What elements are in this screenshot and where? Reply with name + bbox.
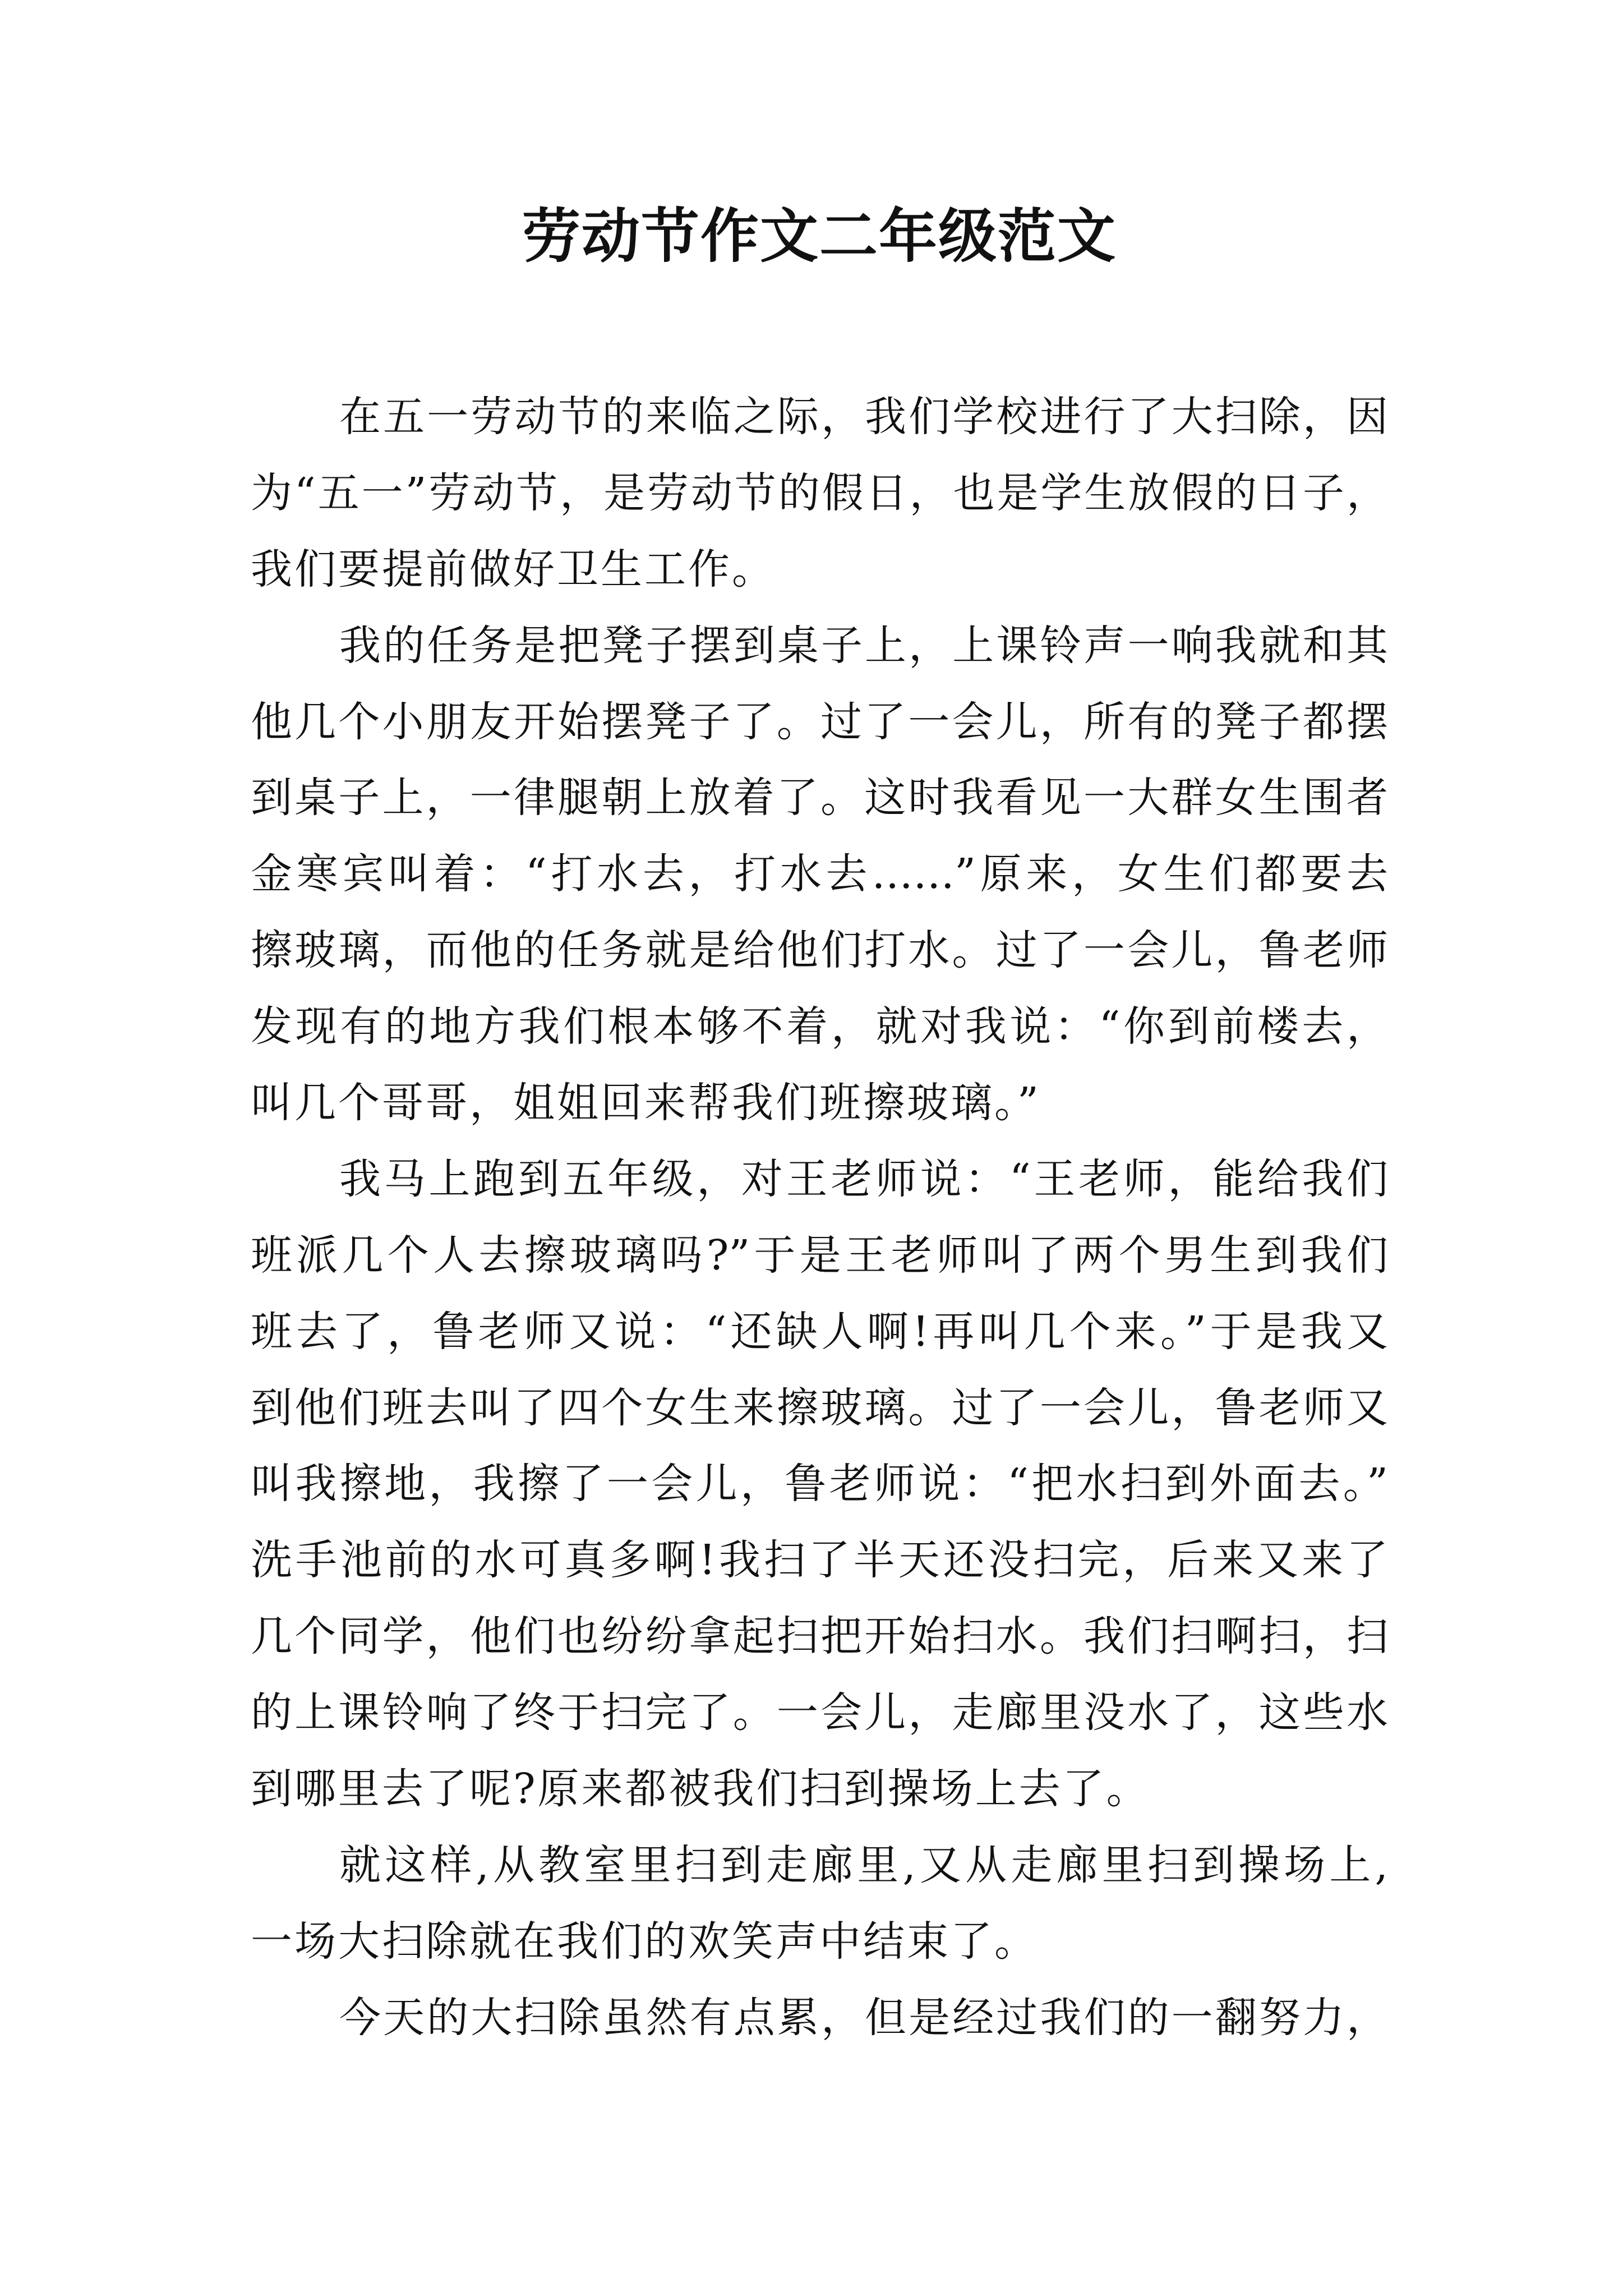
text-line: 今天的大扫除虽然有点累，但是经过我们的一翻努力， xyxy=(339,1993,1388,2042)
text-line: 为“五一”劳动节，是劳动节的假日，也是学生放假的日子， xyxy=(251,468,1388,517)
text-line: 发现有的地方我们根本够不着，就对我说：“你到前楼去， xyxy=(251,1002,1388,1051)
text-line: 一场大扫除就在我们的欢笑声中结束了。 xyxy=(251,1917,1038,1966)
text-line: 金寒宾叫着：“打水去，打水去……”原来，女生们都要去 xyxy=(251,850,1388,899)
text-line: 在五一劳动节的来临之际，我们学校进行了大扫除，因 xyxy=(339,393,1388,441)
text-line: 班派几个人去擦玻璃吗?”于是王老师叫了两个男生到我们 xyxy=(251,1231,1388,1280)
document-title: 劳动节作文二年级范文 xyxy=(522,202,1117,270)
paragraph-4 xyxy=(251,1828,1388,1980)
text-line: 我们要提前做好卫生工作。 xyxy=(251,545,776,593)
text-line: 到桌子上，一律腿朝上放着了。这时我看见一大群女生围者 xyxy=(251,774,1388,822)
paragraph-1 xyxy=(251,379,1388,608)
text-line: 叫几个哥哥，姐姐回来帮我们班擦玻璃。” xyxy=(251,1079,1041,1128)
paragraph-3 xyxy=(251,1142,1388,1828)
text-line: 我的任务是把凳子摆到桌子上，上课铃声一响我就和其 xyxy=(339,621,1388,670)
paragraph-5 xyxy=(251,1980,1388,2056)
text-line: 我马上跑到五年级，对王老师说：“王老师，能给我们 xyxy=(339,1154,1388,1203)
text-line: 叫我擦地，我擦了一会儿，鲁老师说：“把水扫到外面去。” xyxy=(251,1460,1388,1508)
text-line: 他几个小朋友开始摆凳子了。过了一会儿，所有的凳子都摆 xyxy=(251,697,1388,746)
text-line: 几个同学，他们也纷纷拿起扫把开始扫水。我们扫啊扫，扫 xyxy=(251,1612,1388,1661)
paragraph-2 xyxy=(251,608,1388,1142)
text-line: 擦玻璃，而他的任务就是给他们打水。过了一会儿，鲁老师 xyxy=(251,926,1388,975)
text-line: 到哪里去了呢?原来都被我们扫到操场上去了。 xyxy=(251,1765,1150,1814)
text-line: 就这样,从教室里扫到走廊里,又从走廊里扫到操场上, xyxy=(339,1841,1388,1889)
document-body xyxy=(251,379,1388,2056)
text-line: 班去了，鲁老师又说：“还缺人啊!再叫几个来。”于是我又 xyxy=(251,1307,1388,1356)
text-line: 洗手池前的水可真多啊!我扫了半天还没扫完，后来又来了 xyxy=(251,1536,1388,1585)
text-line: 的上课铃响了终于扫完了。一会儿，走廊里没水了，这些水 xyxy=(251,1688,1388,1737)
text-line: 到他们班去叫了四个女生来擦玻璃。过了一会儿，鲁老师又 xyxy=(251,1383,1388,1432)
